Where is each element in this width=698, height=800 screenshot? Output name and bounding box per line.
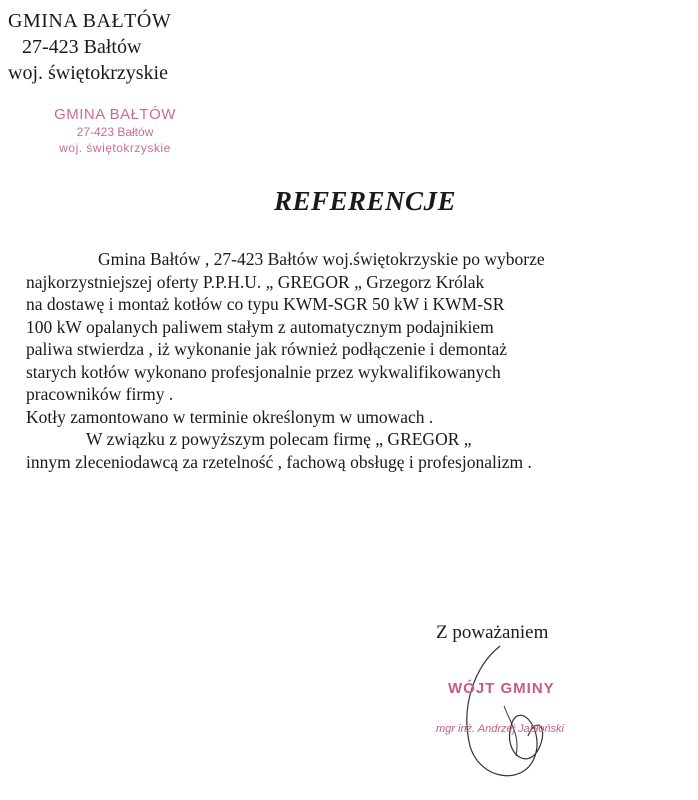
body-line: 100 kW opalanych paliwem stałym z automatycznym podajnikiem: [26, 316, 494, 337]
letter-body: [26, 248, 694, 473]
signature-stamp-name: mgr inż. Andrzej Jabłoński: [436, 723, 564, 735]
body-line: Kotły zamontowano w terminie określonym w umowach .: [26, 406, 434, 427]
body-line: starych kotłów wykonano profesjonalnie przez wykwalifikowanych: [26, 361, 501, 382]
body-line: paliwa stwierdza , iż wykonanie jak również podłączenie i demontaż: [26, 339, 508, 359]
body-line: Gmina Bałtów , 27-423 Bałtów woj.świętokrzyskie po wyborze: [98, 249, 545, 269]
stamp-line-2: 27-423 Bałtów: [76, 125, 154, 139]
signature-stamp-title: WÓJT GMINY: [448, 680, 555, 697]
closing-salutation: Z poważaniem: [436, 622, 549, 643]
body-line: najkorzystniejszej oferty P.P.H.U. „ GREGOR „ Grzegorz Królak: [26, 271, 485, 292]
letterhead: [8, 8, 171, 86]
stamp-line-1: GMINA BAŁTÓW: [54, 106, 176, 123]
document-title: REFERENCJE: [273, 186, 457, 216]
official-signature-stamp: [436, 680, 616, 735]
office-stamp: [36, 106, 194, 155]
stamp-line-3: woj. świętokrzyskie: [59, 141, 171, 155]
body-line: pracowników firmy .: [26, 384, 174, 404]
letterhead-name: GMINA BAŁTÓW: [8, 10, 172, 32]
body-line: innym zleceniodawcą za rzetelność , fachową obsługę i profesjonalizm .: [26, 451, 532, 472]
letterhead-region: woj. świętokrzyskie: [8, 62, 168, 84]
body-line: na dostawę i montaż kotłów co typu KWM-SGR 50 kW i KWM-SR: [26, 294, 505, 314]
body-line: W związku z powyższym polecam firmę „ GREGOR „: [86, 429, 472, 449]
letterhead-postal: 27-423 Bałtów: [22, 36, 142, 58]
